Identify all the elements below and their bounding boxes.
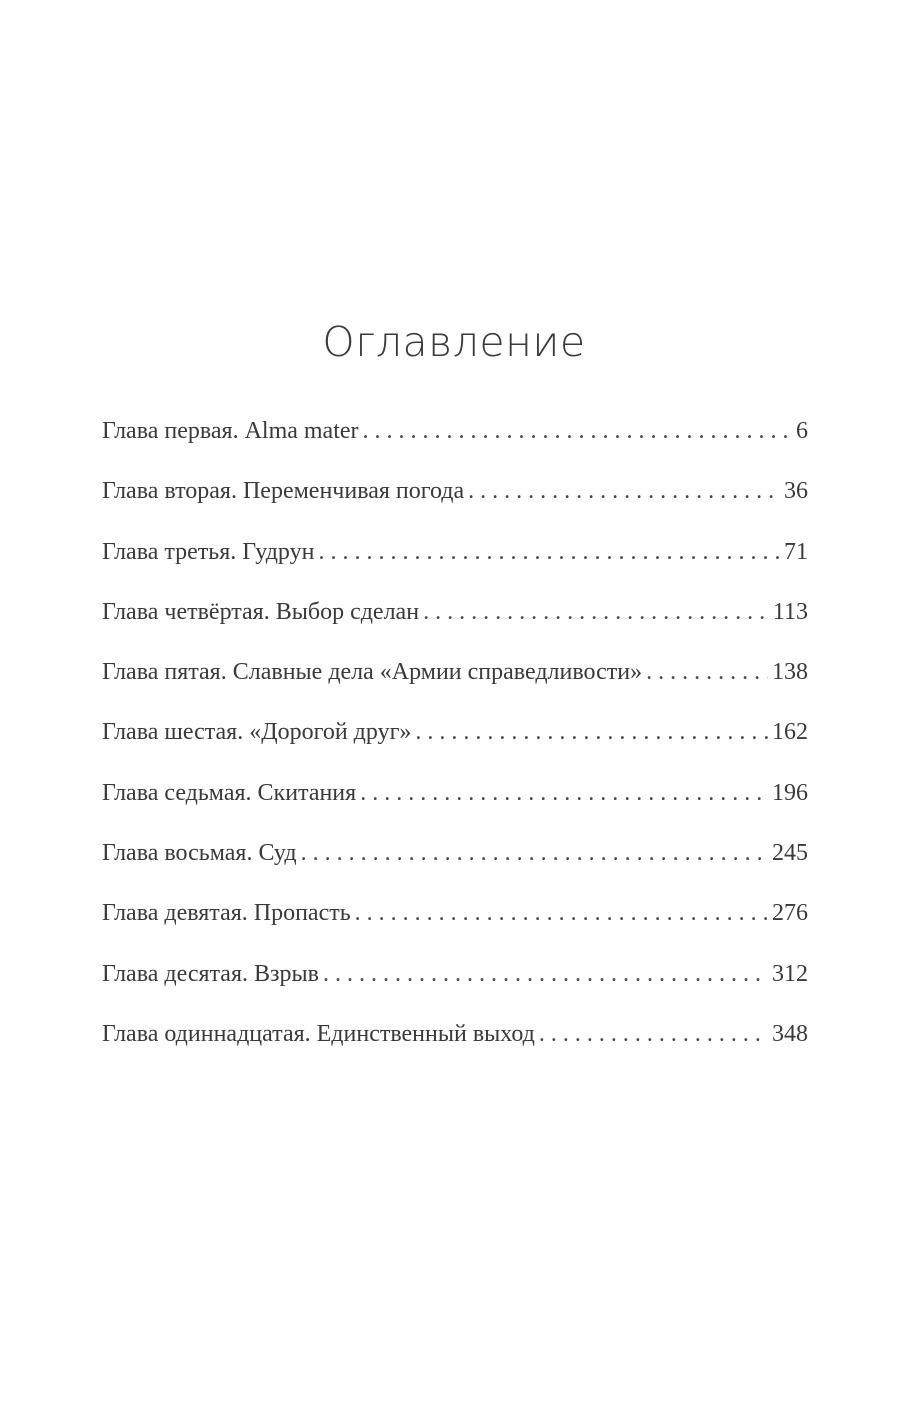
toc-page-number: 245	[772, 840, 808, 867]
toc-leader-dots	[355, 900, 768, 927]
toc-entry-title: Глава третья. Гудрун	[102, 538, 315, 565]
toc-leader-dots	[468, 478, 780, 505]
toc-page-number: 312	[772, 960, 808, 987]
toc-page-number: 71	[784, 538, 808, 565]
toc-leader-dots	[363, 418, 792, 445]
toc-leader-dots	[360, 780, 768, 807]
toc-entry	[102, 1021, 808, 1081]
toc-entry-title: Глава четвёртая. Выбор сделан	[102, 598, 420, 625]
toc-leader-dots	[415, 719, 768, 746]
toc-entry-title: Глава пятая. Славные дела «Армии справедливости»	[102, 659, 643, 686]
table-of-contents	[102, 418, 808, 1081]
toc-page-number: 6	[796, 418, 808, 444]
page-title: Оглавление	[322, 318, 586, 366]
toc-leader-dots	[323, 961, 768, 988]
toc-entry-title: Глава девятая. Пропасть	[102, 900, 351, 927]
toc-leader-dots	[301, 840, 768, 867]
toc-page-number: 162	[772, 719, 808, 746]
toc-entry	[102, 539, 808, 599]
toc-page-number: 113	[772, 598, 808, 625]
toc-entry-title: Глава вторая. Переменчивая погода	[102, 478, 465, 505]
toc-entry	[102, 900, 808, 960]
toc-entry	[102, 840, 808, 900]
toc-entry-title: Глава первая. Alma mater	[102, 418, 359, 444]
toc-entry	[102, 780, 808, 840]
toc-entry	[102, 599, 808, 659]
toc-entry	[102, 961, 808, 1021]
toc-entry	[102, 659, 808, 719]
toc-page-number: 36	[784, 478, 808, 505]
toc-page-number: 138	[772, 659, 808, 686]
toc-entry-title: Глава одиннадцатая. Единственный выход	[102, 1020, 535, 1047]
toc-leader-dots	[646, 659, 768, 686]
toc-entry	[102, 478, 808, 538]
toc-leader-dots	[423, 599, 769, 626]
toc-leader-dots	[318, 539, 780, 566]
toc-page-number: 196	[772, 779, 808, 806]
toc-entry-title: Глава восьмая. Суд	[102, 840, 297, 867]
toc-page-number: 348	[772, 1020, 808, 1047]
toc-entry-title: Глава шестая. «Дорогой друг»	[102, 719, 412, 746]
toc-leader-dots	[539, 1021, 768, 1048]
toc-entry-title: Глава десятая. Взрыв	[102, 960, 319, 987]
toc-entry-title: Глава седьмая. Скитания	[102, 779, 357, 806]
toc-entry	[102, 418, 808, 478]
toc-entry	[102, 719, 808, 779]
toc-page-number: 276	[772, 900, 808, 927]
